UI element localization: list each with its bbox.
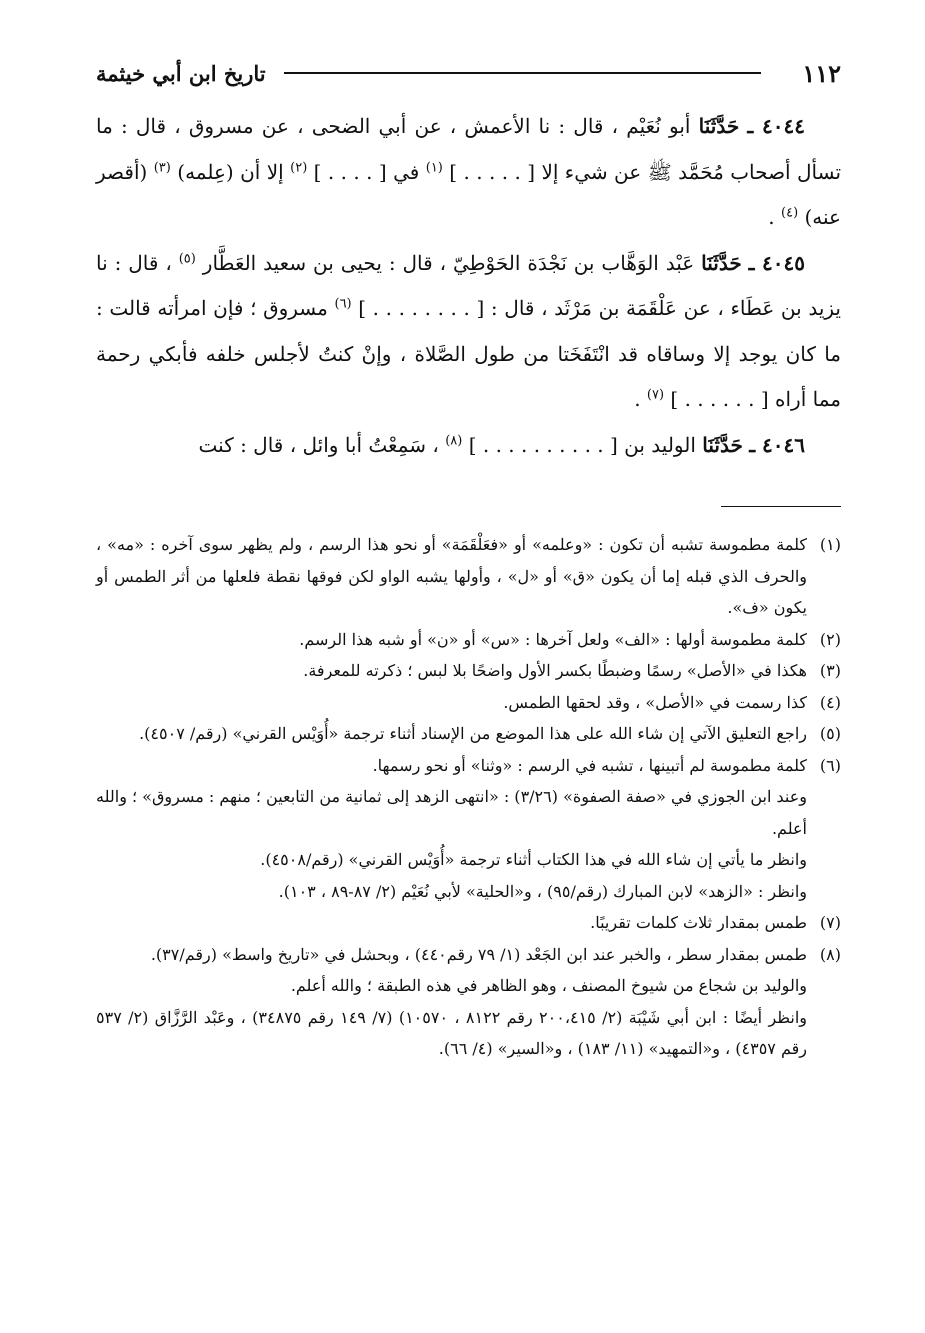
footnote-text: كلمة مطموسة لم أتبينها ، تشبه في الرسم : «وثنا» أو نحو رسمها. [372, 755, 807, 775]
entry-text: إلا أن (عِلمه) [177, 159, 284, 184]
entry-text: في [ . . . . ] [313, 159, 420, 184]
footnote-text: كلمة مطموسة تشبه أن تكون : «وعلمه» أو «فعَلْقَمَة» أو نحو هذا الرسم ، ولم يظهر سوى آخره : «مه» ، والحرف الذي قبله إما أن يكون «ق» أو «ل» ، وأولها يشبه الواو لكن فوقها نقطة فلعلها من أثر الطمس أو يكون «ف». [96, 535, 807, 617]
footnote-mark: (٨) [819, 944, 841, 964]
footnote-text: طمس بمقدار سطر ، والخبر عند ابن الجَعْد (١/ ٧٩ رقم٤٤٠) ، وبحشل في «تاريخ واسط» (رقم/٣٧). [150, 944, 807, 964]
entry-text: ، قال : نا يزيد بن عَطَاء ، عن عَلْقَمَة بن مَرْثَد ، قال : [ . . . . . . . . ] [96, 250, 842, 320]
footnote-text: هكذا في «الأصل» رسمًا وضبطًا بكسر الأول واضحًا بلا لبس ؛ ذكرته للمعرفة. [303, 661, 807, 680]
footnote-ref: (٥) [178, 250, 196, 266]
footnote-8-paragraph: وانظر أيضًا : ابن أبي شَيْبَة (٢/ ٢٠٠،٤١٥ رقم ٨١٢٢ ، ١٠٥٧٠) (٧/ ١٤٩ رقم ٣٤٨٧٥) ، وعَبْد الرَّزَّاق (٢/ ٥٣٧ رقم ٤٣٥٧) ، و«التمهيد» (١١/ ١٨٣) ، و«السير» (٤/ ٦٦). [96, 1007, 808, 1058]
entry-text: ، سَمِعْتُ أبا وائل ، قال : كنت [198, 432, 439, 457]
book-page [96, 48, 841, 1065]
entry-text: . [634, 387, 641, 411]
footnote-4 [96, 687, 841, 719]
hadith-entry-4046 [96, 423, 841, 469]
entry-text: مسروق ؛ فإن امرأته قالت : ما كان يوجد إلا وساقاه قد انْتَفَخَتا من طول الصَّلاة ، وإنْ كنتُ لأجلس خلفه فأبكي رحمة مما أراه [ . . . . . . ] [96, 296, 841, 411]
footnote-mark: (٣) [819, 661, 841, 680]
entry-text: الوليد بن [ . . . . . . . . . . ] [468, 432, 696, 457]
footnote-6 [96, 750, 841, 782]
footnotes [96, 529, 841, 1065]
footnote-3 [96, 655, 841, 687]
footnote-8 [96, 939, 841, 971]
footnote-5 [96, 718, 841, 750]
entry-haddatha: حَدَّثَنَا [701, 250, 742, 275]
header-rule [284, 72, 761, 74]
footnote-mark: (٢) [819, 629, 841, 649]
entry-haddatha: حَدَّثَنَا [702, 432, 743, 457]
entry-text: (أقصر عنه) [96, 159, 841, 229]
footnote-mark: (١) [819, 535, 841, 554]
footnote-6-paragraph: وانظر ما يأتي إن شاء الله في هذا الكتاب أثناء ترجمة «أُوَيْس القرني» (رقم/٤٥٠٨). [260, 850, 807, 869]
footnote-6-paragraph: وانظر : «الزهد» لابن المبارك (رقم/٩٥) ، و«الحلية» لأبي نُعَيْم (٢/ ٨٧-٨٩ ، ١٠٣). [278, 881, 807, 901]
footnote-mark: (٦) [819, 755, 841, 775]
footnote-ref: (٦) [334, 296, 352, 312]
main-text [96, 104, 841, 468]
footnote-8-paragraph: والوليد بن شجاع من شيوخ المصنف ، وهو الظاهر في هذه الطبقة ؛ والله أعلم. [290, 976, 807, 995]
footnote-text: طمس بمقدار ثلاث كلمات تقريبًا. [590, 913, 807, 932]
entry-number: ٤٠٤٤ ـ [747, 114, 805, 138]
page-number: ١١٢ [802, 58, 841, 88]
entry-text: أبو نُعَيْم ، قال : نا الأعمش ، عن أبي الضحى ، عن مسروق ، قال : ما تسأل أصحاب مُحَمَّد ﷺ عن شيء إلا [ . . . . . ] [96, 114, 842, 184]
footnote-6-paragraph: وعند ابن الجوزي في «صفة الصفوة» (٣/٢٦) : «انتهى الزهد إلى ثمانية من التابعين ؛ منهم : مسروق» ؛ والله أعلم. [96, 787, 808, 838]
page-header [96, 48, 841, 98]
footnote-ref: (٢) [290, 159, 308, 175]
footnote-1 [96, 529, 841, 624]
footnote-ref: (١) [425, 159, 443, 175]
book-title: تاريخ ابن أبي خيثمة [96, 60, 266, 86]
hadith-entry-4045 [96, 241, 841, 423]
footnote-mark: (٥) [819, 724, 841, 743]
hadith-entry-4044 [96, 104, 841, 241]
entry-haddatha: حَدَّثَنَا [698, 114, 740, 138]
footnote-text: كلمة مطموسة أولها : «الف» ولعل آخرها : «س» أو «ن» أو شبه هذا الرسم. [299, 629, 807, 649]
footnote-ref: (٤) [781, 205, 799, 221]
footnote-separator [721, 506, 841, 507]
footnote-ref: (٣) [153, 159, 171, 175]
entry-text: عَبْد الوَهَّاب بن نَجْدَة الحَوْطِيّ ، قال : يحيى بن سعيد العَطَّار [202, 250, 695, 275]
footnote-text: كذا رسمت في «الأصل» ، وقد لحقها الطمس. [503, 692, 807, 712]
footnote-mark: (٧) [819, 913, 841, 932]
footnote-text: راجع التعليق الآتي إن شاء الله على هذا الموضع من الإسناد أثناء ترجمة «أُوَيْس القرني» (رقم/ ٤٥٠٧). [139, 724, 807, 743]
footnote-7 [96, 907, 841, 939]
entry-number: ٤٠٤٦ ـ [749, 432, 805, 457]
footnote-2 [96, 624, 841, 656]
footnote-mark: (٤) [819, 692, 841, 712]
entry-text: . [768, 205, 775, 229]
footnote-ref: (٨) [445, 432, 463, 448]
footnote-ref: (٧) [646, 387, 665, 403]
entry-number: ٤٠٤٥ ـ [748, 250, 806, 275]
